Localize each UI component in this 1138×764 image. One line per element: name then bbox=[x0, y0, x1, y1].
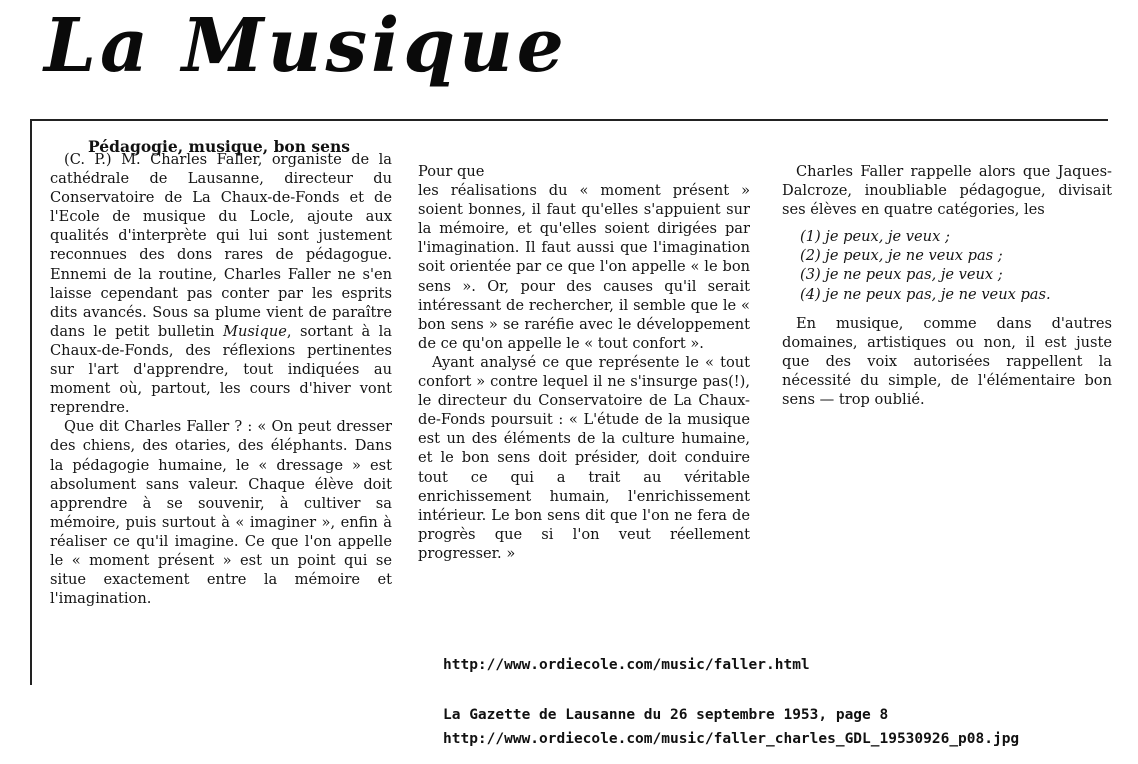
paragraph-5: Charles Faller rappelle alors que Jaques-Dalcroze, inoubliable pédagogue, divisait ses élèves en quatre catégories, les bbox=[782, 163, 1112, 219]
scan-url-link[interactable]: http://www.ordiecole.com/music/faller_charles_GDL_19530926_p08.jpg bbox=[443, 731, 1020, 747]
article-column-1 bbox=[50, 150, 392, 608]
categories-list bbox=[782, 219, 1112, 313]
source-citation: La Gazette de Lausanne du 26 septembre 1953, page 8 bbox=[443, 707, 889, 723]
paragraph-1 bbox=[50, 150, 392, 417]
article-column-2 bbox=[418, 162, 750, 563]
article-headline: Pédagogie, musique, bon sens bbox=[88, 137, 351, 156]
paragraph-3: les réalisations du « moment présent » soient bonnes, il faut qu'elles s'appuient sur la mémoire, et qu'elles soient dirigées par l'imagination. Il faut aussi que l'imagination soit orientée par ce que l'on appelle « le bon sens ». Or, pour des causes qu'il serait intéressant de rechercher, il semble que le « bon sens » se raréfie avec le développement de ce qu'on appelle le « tout confort ». bbox=[418, 182, 750, 352]
bulletin-title: Musique bbox=[223, 322, 287, 340]
paragraph-1-text: (C. P.) M. Charles Faller, organiste de la cathédrale de Lausanne, directeur du Conservatoire de La Chaux-de-Fonds et de l'Ecole de musique du Locle, ajoute aux qualités d'interprète qui lui sont justement reconnues des dons rares de pédagogue. Ennemi de la routine, Charles Faller ne s'en laisse cependant pas conter par les esprits dits avancés. Sous sa plume vient de paraître dans le petit bulletin bbox=[50, 151, 392, 340]
column-2-opening: Pour que bbox=[418, 163, 485, 180]
list-item: (2) je peux, je ne veux pas ; bbox=[800, 247, 1003, 265]
article-column-3 bbox=[782, 162, 1112, 409]
paragraph-4: Ayant analysé ce que représente le « tout confort » contre lequel il ne s'insurge pas(!), le directeur du Conservatoire de La Chaux-de-Fonds poursuit : « L'étude de la musique est un des éléments de la culture humaine, et le bon sens doit présider, doit conduire tout ce qui a trait au véritable enrichissement humain, l'enrichissement intérieur. Le bon sens dit que l'on ne fera de progrès que si l'on veut réellement progresser. » bbox=[418, 353, 750, 562]
paragraph-2: Que dit Charles Faller ? : « On peut dresser des chiens, des otaries, des éléphants. Dans la pédagogie humaine, le « dressage » est absolument sans valeur. Chaque élève doit apprendre à se souvenir, à cultiver sa mémoire, puis surtout à « imaginer », enfin à réaliser ce qu'il imagine. Ce que l'on appelle le « moment présent » est un point qui se situe exactement entre la mémoire et l'imagination. bbox=[50, 418, 392, 608]
masthead-title: La Musique bbox=[44, 3, 568, 89]
article-url-link[interactable]: http://www.ordiecole.com/music/faller.html bbox=[443, 657, 810, 673]
paragraph-6: En musique, comme dans d'autres domaines, artistiques ou non, il est juste que des voix autorisées rappellent la nécessité du simple, de l'élémentaire bon sens — trop oublié. bbox=[782, 314, 1112, 409]
left-column-rule bbox=[30, 119, 32, 685]
list-item: (4) je ne peux pas, je ne veux pas. bbox=[800, 285, 1051, 303]
list-item: (3) je ne peux pas, je veux ; bbox=[800, 266, 1003, 284]
list-item: (1) je peux, je veux ; bbox=[800, 228, 950, 246]
paragraph-1-end: , sortant à la Chaux-de-Fonds, des réflexions pertinentes sur l'art d'apprendre, tout indiquées au moment où, partout, les cours d'hiver vont reprendre. bbox=[50, 322, 392, 417]
header-rule bbox=[30, 119, 1108, 121]
